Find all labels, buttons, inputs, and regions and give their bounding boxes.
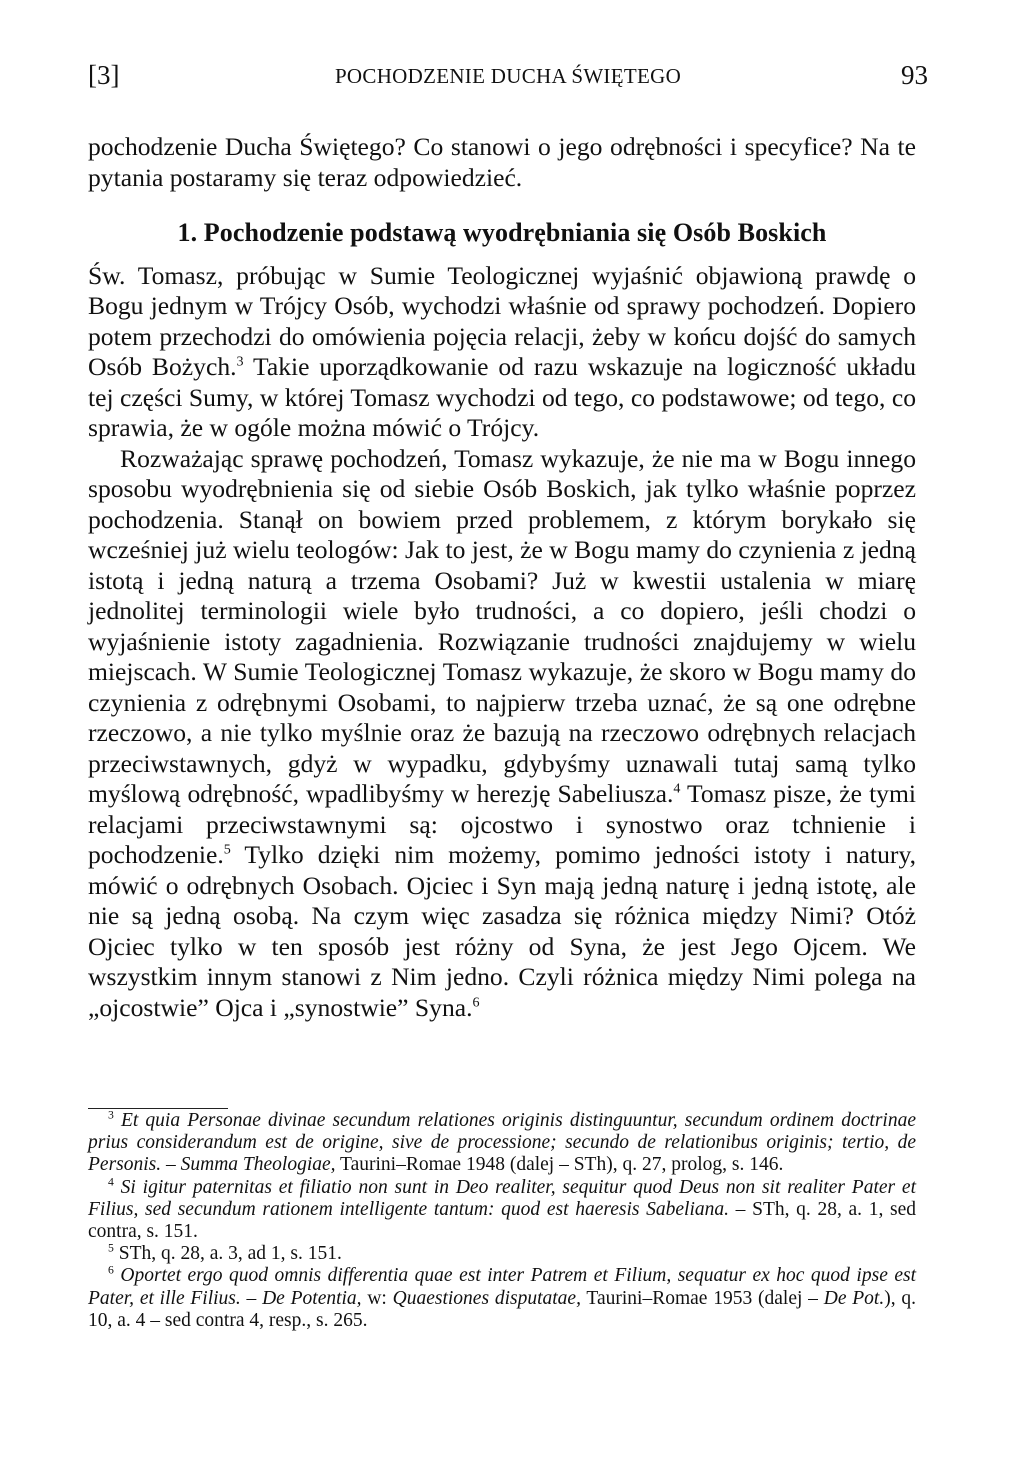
footnote bbox=[88, 1265, 916, 1332]
footnote-number: 3 bbox=[108, 1108, 114, 1122]
footnote-text: Taurini–Romae 1948 (dalej – STh), q. 27, prolog, s. 146. bbox=[335, 1154, 784, 1176]
footnote-ref[interactable]: 4 bbox=[673, 780, 681, 797]
footnote-number: 6 bbox=[108, 1263, 114, 1277]
footnote-text: w: bbox=[361, 1287, 393, 1309]
section-number: [3] bbox=[88, 60, 120, 90]
footnote-title: Quaestiones disputatae, bbox=[392, 1287, 581, 1309]
footnote bbox=[88, 1110, 916, 1177]
paragraph-text: Takie uporządkowanie od razu wskazuje na logiczność układu tej części Sumy, w której Tomasz wychodzi od tego, co podstawowe; od tego, co sprawia, że w ogóle można mówić o Trójcy. bbox=[88, 352, 916, 442]
footnote bbox=[88, 1177, 916, 1244]
paragraph-text: Rozważając sprawę pochodzeń, Tomasz wykazuje, że nie ma w Bogu innego sposobu wyodrębnienia się od siebie Osób Boskich, jak tylko właśnie poprzez pochodzenia. Stanął on bowiem przed problemem, z którym borykało się wcześniej już wielu teologów: Jak to jest, że w Bogu mamy do czynienia z jedną istotą i jedną naturą a trzema Osobami? Już w kwestii ustalenia w miarę jednolitej terminologii wiele było trudności, a co dopiero, jeśli chodzi o wyjaśnienie istoty zagadnienia. Rozwiązanie trudności znajdujemy w wielu miejscach. W Sumie Teologicznej Tomasz wykazuje, że skoro w Bogu mamy do czynienia z odrębnymi Osobami, to najpierw trzeba uznać, że są one odrębne rzeczowo, a nie tylko myślnie oraz że bazują na rzeczowo odrębnych relacjach przeciwstawnych, gdyż w wypadku, gdybyśmy uznawali tutaj samą tylko myślową odrębność, wpadlibyśmy w herezję Sabeliusza. bbox=[88, 443, 916, 808]
paragraph-continued: pochodzenie Ducha Świętego? Co stanowi o jego odrębności i specyfice? Na te pytania postaramy się teraz odpowiedzieć. bbox=[88, 132, 916, 192]
footnote-quote: Oportet ergo quod omnis differentia quae est inter Patrem et Filium, sequatur ex hoc quod ipse est Pater, et ille Filius. – De Potentia, bbox=[88, 1265, 917, 1309]
footnote-text: ), q. 10, a. 4 – sed contra 4, resp., s. 265. bbox=[88, 1287, 917, 1331]
footnote-ref[interactable]: 6 bbox=[472, 993, 480, 1010]
footnote-number: 5 bbox=[108, 1241, 114, 1255]
footnote-text: Taurini–Romae 1953 (dalej – bbox=[580, 1287, 824, 1309]
paragraph-text: Tomasz pisze, że tymi relacjami przeciwstawnymi są: ojcostwo i synostwo oraz tchnienie i pochodzenie. bbox=[88, 779, 916, 869]
footnote-ref[interactable]: 5 bbox=[223, 841, 231, 858]
footnote-number: 4 bbox=[108, 1175, 114, 1189]
footnote-text: STh, q. 28, a. 3, ad 1, s. 151. bbox=[118, 1243, 342, 1265]
page-number: 93 bbox=[901, 60, 928, 90]
footnote-abbrev: De Pot. bbox=[823, 1287, 885, 1309]
paragraph bbox=[88, 444, 916, 1024]
footnote-text: – STh, q. 28, a. 1, sed contra, s. 151. bbox=[88, 1198, 916, 1243]
footnote-ref[interactable]: 3 bbox=[236, 353, 244, 370]
footnotes bbox=[88, 1110, 916, 1332]
paragraph-text: Św. Tomasz, próbując w Sumie Teologicznej wyjaśnić objawioną prawdę o Bogu jednym w Trójcy Osób, wychodzi właśnie od sprawy pochodzeń. Dopiero potem przechodzi do omówienia pojęcia relacji, żeby w końcu dojść do samych Osób Bożych. bbox=[88, 260, 916, 381]
main-text bbox=[88, 132, 916, 1023]
footnote bbox=[88, 1243, 916, 1265]
paragraph-text: Tylko dzięki nim możemy, pomimo jedności istoty i natury, mówić o odrębnych Osobach. Ojciec i Syn mają jedną naturę i jedną istotę, ale nie są jedną osobą. Na czym więc zasadza się różnica między Nimi? Otóż Ojciec tylko w ten sposób jest różny od Syna, że jest Jego Ojcem. We wszystkim innym stanowi z Nim jedno. Czyli różnica między Nimi polega na „ojcostwie” Ojca i „synostwie” Syna. bbox=[88, 840, 916, 1022]
paragraph bbox=[88, 261, 916, 444]
footnote-quote: Et quia Personae divinae secundum relationes originis distinguuntur, secundum ordinem doctrinae prius considerandum est de origine, sive de processione; secundo de relationibus originis; tertio, de Personis. – Summa Theologiae, bbox=[88, 1110, 916, 1176]
section-heading: 1. Pochodzenie podstawą wyodrębniania się Osób Boskich bbox=[177, 218, 827, 247]
running-header bbox=[88, 54, 928, 94]
running-title: POCHODZENIE DUCHA ŚWIĘTEGO bbox=[334, 64, 682, 88]
footnote-quote: Si igitur paternitas et filiatio non sunt in Deo realiter, sequitur quod Deus non sit realiter Pater et Filius, sed secundum rationem intelligente tantum: quod est haeresis Sabeliana. bbox=[88, 1176, 916, 1220]
